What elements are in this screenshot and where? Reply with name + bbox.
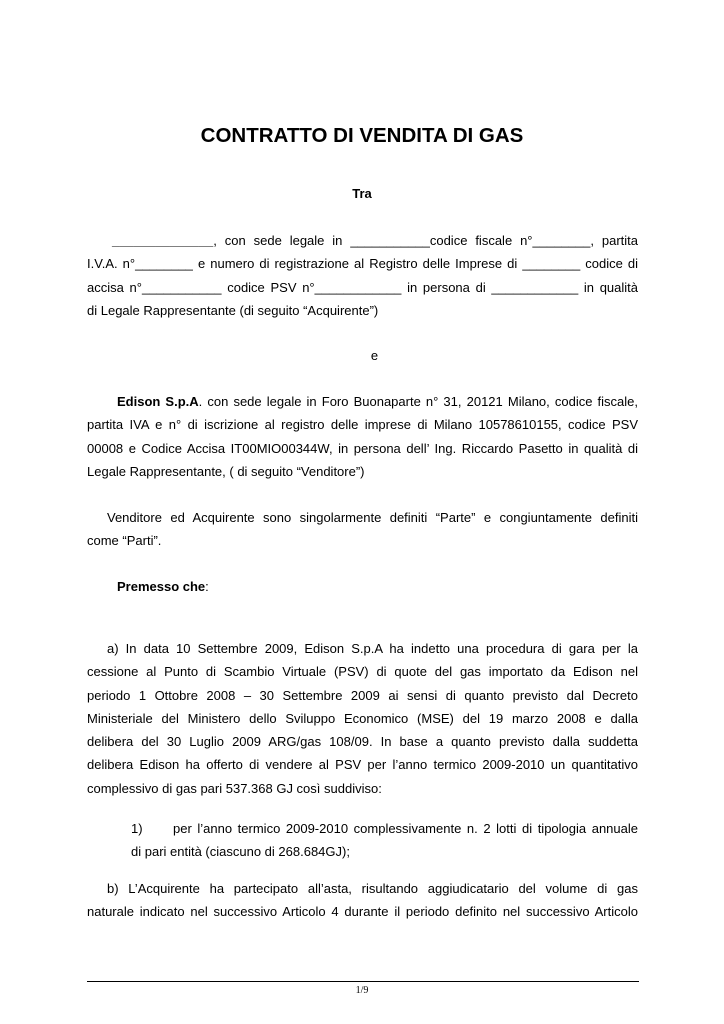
edison-company-name: Edison S.p.A — [117, 394, 199, 409]
point-a-line-4: Ministeriale del Ministero dello Sviluppo Economico (MSE) del 19 marzo 2008 e dalla — [87, 710, 638, 726]
point-a-line-5: delibera del 30 Luglio 2009 ARG/gas 108/09. In base a quanto previsto dalla suddetta — [87, 734, 638, 750]
parti-line-2: come “Parti”. — [87, 533, 162, 549]
e-separator: e — [370, 348, 379, 363]
acquirente-line-4: di Legale Rappresentante (di seguito “Acquirente”) — [87, 302, 379, 318]
tra-heading: Tra — [352, 186, 372, 201]
list-item-1-line-2: di pari entità (ciascuno di 268.684GJ); — [131, 844, 350, 860]
acquirente-paragraph — [87, 229, 638, 322]
page-number: 1/9 — [355, 985, 369, 996]
edison-line-4: Legale Rappresentante, ( di seguito “Venditore”) — [87, 463, 365, 479]
acquirente-line-1: ______________, con sede legale in ___________codice fiscale n°________, partita — [112, 233, 638, 248]
point-a-line-2: cessione al Punto di Scambio Virtuale (PSV) di quote del gas importato da Edison nel — [87, 664, 638, 680]
point-a-line-7: complessivo di gas pari 537.368 GJ così suddiviso: — [87, 780, 382, 796]
point-a-line-6: delibera Edison ha offerto di vendere al PSV per l’anno termico 2009-2010 un quantitativo — [87, 757, 638, 773]
premesso-label: Premesso che — [117, 579, 206, 594]
acquirente-line-3: accisa n°___________ codice PSV n°____________ in persona di ____________ in qualità — [87, 279, 638, 295]
list-item-1 — [131, 817, 638, 864]
parti-line-1: Venditore ed Acquirente sono singolarmente definiti “Parte” e congiuntamente definiti — [107, 510, 638, 525]
list-item-1-line-1: 1) per l’anno termico 2009-2010 complessivamente n. 2 lotti di tipologia annuale — [131, 817, 638, 840]
edison-paragraph — [87, 390, 638, 483]
edison-line-3: 00008 e Codice Accisa IT00MIO00344W, in persona dell’ Ing. Riccardo Pasetto in qualità di — [87, 440, 638, 456]
point-b-line-1: b) L’Acquirente ha partecipato all’asta, risultando aggiudicatario del volume di gas — [107, 881, 638, 896]
acquirente-name-blank: ______________ — [112, 233, 214, 248]
edison-line-1: Edison S.p.A. con sede legale in Foro Buonaparte n° 31, 20121 Milano, codice fiscale, — [117, 394, 639, 409]
document-title: CONTRATTO DI VENDITA DI GAS — [200, 124, 524, 147]
point-a-line-1: a) In data 10 Settembre 2009, Edison S.p.A ha indetto una procedura di gara per la — [107, 641, 638, 656]
point-a-line-3: periodo 1 Ottobre 2008 – 30 Settembre 2009 ai sensi di quanto previsto dal Decreto — [87, 687, 638, 703]
parti-paragraph — [87, 506, 638, 553]
acquirente-line-2: I.V.A. n°________ e numero di registrazione al Registro delle Imprese di ________ codice di — [87, 256, 638, 272]
point-a-paragraph — [87, 637, 638, 800]
premesso-heading: Premesso che: — [117, 579, 209, 594]
edison-line-2: partita IVA e n° di iscrizione al registro delle imprese di Milano 10578610155, codice PSV — [87, 417, 638, 433]
footer-divider — [87, 981, 639, 982]
point-b-paragraph — [87, 877, 638, 924]
point-b-line-2: naturale indicato nel successivo Articolo 4 durante il periodo definito nel successivo Articolo — [87, 904, 638, 920]
list-item-1-number: 1) — [131, 821, 143, 836]
